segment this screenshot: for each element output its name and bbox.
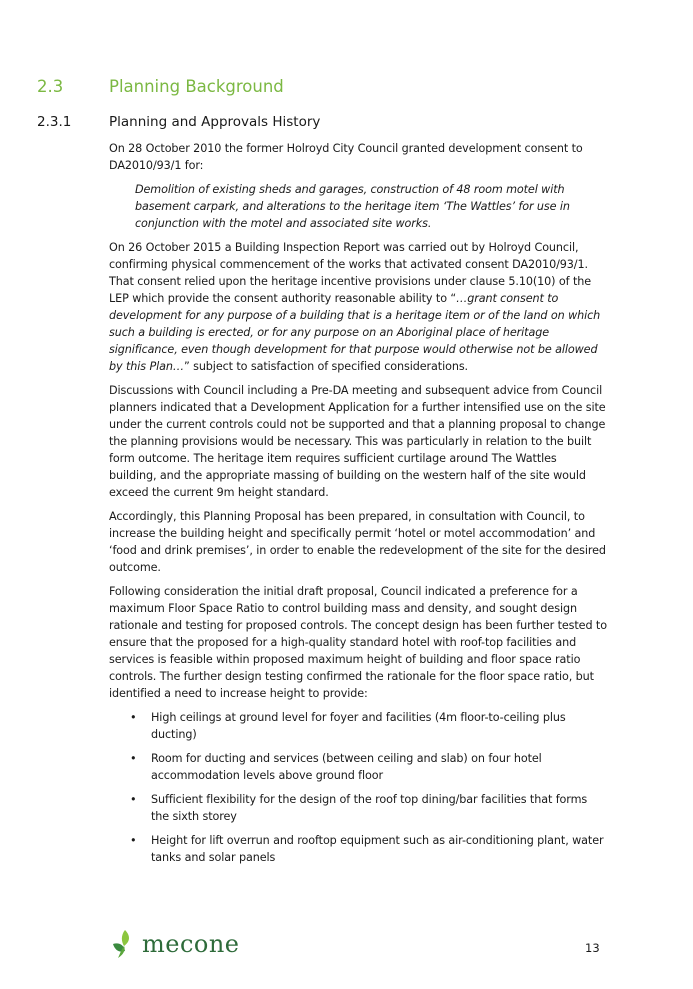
list-item-text: Height for lift overrun and rooftop equipment such as air-conditioning plant, water tanks and solar panels [151,834,604,864]
paragraph-inspection [109,239,607,375]
page-number: 13 [585,941,600,955]
bullet-icon: • [130,793,137,806]
paragraph-following: Following consideration the initial draft proposal, Council indicated a preference for a maximum Floor Space Ratio to control building mass and density, and sought design rationale and testing for proposed controls. The concept design has been further tested to ensure that the proposed for a high-quality standard hotel with roof-top facilities and services is feasible within proposed maximum height of building and floor space ratio controls. The further design testing confirmed the rationale for the floor space ratio, but identified a need to increase height to provide: [109,585,607,700]
logo-wordmark: mecone [142,930,240,958]
list-item [109,709,607,743]
list-item-text: Room for ducting and services (between ceiling and slab) on four hotel accommodation levels above ground floor [151,752,542,782]
list-item [109,832,607,866]
subsection-number: 2.3.1 [37,114,72,130]
mecone-leaf-icon [110,929,138,959]
section-number: 2.3 [37,77,64,96]
bullet-icon: • [130,834,137,847]
subsection-heading [37,114,637,130]
list-item [109,750,607,784]
section-heading [37,77,637,96]
paragraph-accordingly: Accordingly, this Planning Proposal has been prepared, in consultation with Council, to increase the building height and specifically permit ‘hotel or motel accommodation’ and ‘food and drink premises’, in order to enable the redevelopment of the site for the desired outcome. [109,510,606,574]
inspection-text-lead: On 26 October 2015 a Building Inspection Report was carried out by Holroyd Council, confirming physical commencement of the works that activated consent DA2010/93/1. That consent relied upon the heritage incentive provisions under clause 5.10(10) of the LEP which provide the consent authority reasonable ability to “ [109,241,591,305]
list-item-text: High ceilings at ground level for foyer and facilities (4m floor-to-ceiling plus ducting) [151,711,566,741]
requirements-list [109,709,607,866]
consent-quote: Demolition of existing sheds and garages, construction of 48 room motel with basement carpark, and alterations to the heritage item ‘The Wattles’ for use in conjunction with the motel and associated site works. [135,183,570,230]
bullet-icon: • [130,711,137,724]
list-item-text: Sufficient flexibility for the design of the roof top dining/bar facilities that forms the sixth storey [151,793,588,823]
body-text [109,140,607,873]
mecone-logo [110,929,240,959]
paragraph-discussions: Discussions with Council including a Pre-DA meeting and subsequent advice from Council planners indicated that a Development Application for a further intensified use on the site under the current controls could not be supported and that a planning proposal to change the planning provisions would be necessary. This was particularly in relation to the built form outcome. The heritage item requires sufficient curtilage around The Wattles building, and the appropriate massing of building on the western half of the site would exceed the current 9m height standard. [109,384,606,499]
bullet-icon: • [130,752,137,765]
lep-clause-quote: …grant consent to development for any purpose of a building that is a heritage item or of the land on which such a building is erected, or for any purpose on an Aboriginal place of heritage significance, even though development for that purpose would otherwise not be allowed by this Plan… [109,292,601,373]
inspection-text-tail: ” subject to satisfaction of specified considerations. [183,360,468,373]
list-item [109,791,607,825]
paragraph-consent: On 28 October 2010 the former Holroyd City Council granted development consent to DA2010/93/1 for: [109,142,583,172]
section-title: Planning Background [109,77,284,96]
subsection-title: Planning and Approvals History [109,114,321,130]
